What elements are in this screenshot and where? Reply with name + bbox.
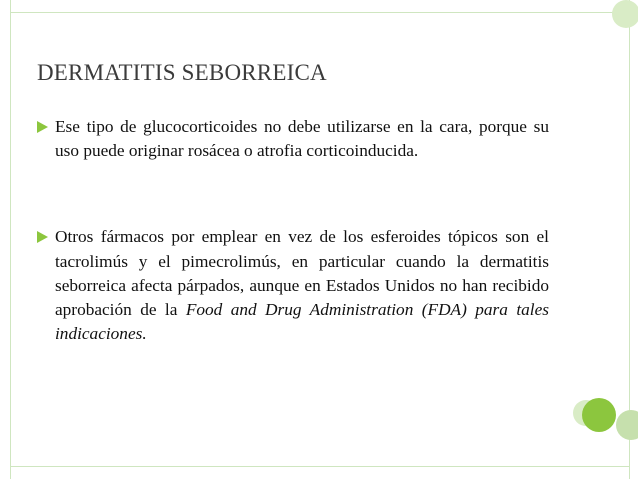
bullet-arrow-icon: [37, 121, 48, 133]
bottom-rule: [10, 466, 630, 467]
top-rule: [10, 12, 630, 13]
slide-title: DERMATITIS SEBORREICA: [37, 60, 327, 85]
bullet-item: [37, 115, 549, 163]
bullet-list: [37, 115, 549, 346]
decor-circle-icon: [582, 398, 616, 432]
bullet-text-italic: Food and Drug Administration (FDA) para tales indicaciones.: [55, 300, 549, 344]
decor-circle-icon: [612, 0, 638, 28]
bullet-arrow-icon: [37, 231, 48, 243]
decor-circle-icon: [616, 410, 638, 440]
bullet-item: [37, 225, 549, 346]
bullet-text: Otros fármacos por emplear en vez de los esferoides tópicos son el tacrolimús y el pimecrolimús, en particular cuando la dermatitis seborreica afecta párpados, aunque en Estados Unidos no han recibido aprobación de la: [55, 227, 549, 320]
bullet-text: Ese tipo de glucocorticoides no debe utilizarse en la cara, porque su uso puede originar rosácea o atrofia corticoinducida.: [55, 117, 549, 161]
